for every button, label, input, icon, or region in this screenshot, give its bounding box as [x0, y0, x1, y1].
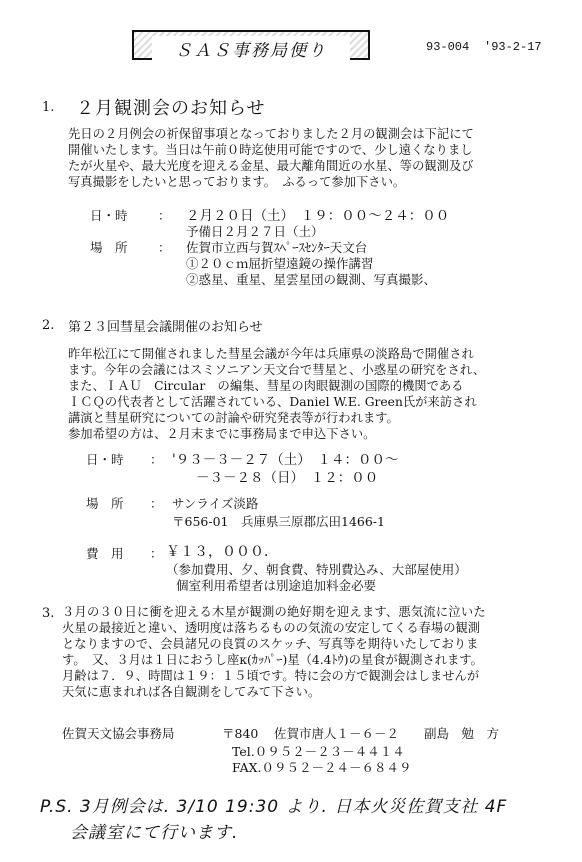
footer-telephone: Tel.０９５２－２３－４４１４ — [232, 744, 405, 759]
section2-number: 2. — [42, 318, 55, 333]
newsletter-title: ＳＡＳ事務局便り — [152, 36, 350, 61]
section2-venue-address: 〒656-01 兵庫県三原郡広田1466-1 — [172, 514, 385, 529]
footer-postal-code: 〒840 — [222, 726, 259, 741]
section1-activity-1: ①２０ｃｍ屈折望遠鏡の操作講習 — [186, 256, 374, 271]
section2-line: 参加希望の方は、２月末までに事務局まで申込下さい。 — [68, 427, 376, 441]
section1-heading: ２月観測会のお知らせ — [76, 98, 266, 119]
handwritten-ps-line-2: 会議室にて行います. — [70, 823, 239, 843]
section3-line: ３月の３０日に衝を迎える木星が観測の絶好期を迎えます、悪気流に泣いた — [62, 605, 486, 619]
section2-venue: サンライズ淡路 — [172, 496, 259, 511]
section2-fee-amount: ￥１３，０００． — [166, 544, 278, 560]
section2-place-colon: ： — [150, 496, 163, 511]
footer-address: 佐賀市唐人１－６－２ — [274, 726, 400, 741]
section2-fee-label: 費 用 — [86, 546, 124, 561]
document-date: '93-2-17 — [484, 40, 542, 54]
section2-fee-colon: ： — [150, 546, 163, 561]
section2-line: ＩＣＱの代表者として活躍されている、Daniel W.E. Green氏が来訪され — [68, 395, 477, 409]
section2-fee-detail: （参加費用、夕、朝食費、特別費込み、大部屋使用） — [166, 562, 467, 577]
section3-line: 天気に恵まれれば各自観測をしてみて下さい。 — [62, 685, 321, 699]
section1-line: 写真撮影をしたいと思っております。 ふるって参加下さい。 — [68, 175, 406, 189]
section3-line: 火星の最接近と違い、透明度は落ちるものの気流の安定してくる春場の観測 — [62, 621, 481, 635]
section1-place-colon: ： — [158, 240, 171, 255]
section1-backup-date: 予備日２月２７日（土） — [186, 224, 324, 239]
section3-body — [62, 604, 486, 700]
section1-place-label: 場 所 — [90, 240, 128, 255]
section2-body — [68, 346, 485, 442]
section3-line: 月齢は７．９、時間は１９：１５頃です。特に会の方で観測会はしませんが — [62, 669, 480, 683]
section1-line: 先日の２月例会の祈保留事項となっておりました２月の観測会は下記にて — [68, 127, 474, 141]
footer-fax: FAX.０９５２－２４－６８４９ — [232, 760, 412, 775]
section1-datetime: ２月２０日（土） １９：００～２４：００ — [186, 208, 450, 224]
footer-organization: 佐賀天文協会事務局 — [62, 726, 175, 741]
section2-place-label: 場 所 — [86, 496, 124, 511]
section1-activity-2: ②惑星、重星、星雲星団の観測、写真撮影、 — [186, 272, 437, 287]
section2-datetime-colon: ： — [150, 452, 163, 467]
newsletter-title-box — [132, 30, 370, 60]
section2-line: また、ＩＡＵ Circular の編集、彗星の肉眼観測の国際的機関である — [68, 379, 464, 393]
section2-line: 講演と彗星研究についての討論や研究発表等が行われます。 — [68, 411, 399, 425]
section1-datetime-colon: ： — [158, 208, 171, 223]
section3-line: となりますので、会員諸兄の良質のスケッチ、写真等を期待いたしておりま — [62, 637, 479, 651]
section2-heading: 第２３回彗星会議開催のお知らせ — [68, 320, 263, 335]
section3-number: 3. — [42, 606, 55, 621]
section3-line: す。 又、３月は１日におうし座κ(ｶｯﾊﾟｰ)星（4.4ﾄｳ)の星食が観測されます。 — [62, 653, 483, 667]
section1-number: 1. — [42, 100, 55, 115]
handwritten-ps-line-1: P.S. 3月例会は. 3/10 19:30 より. 日本火災佐賀支社 4F — [40, 797, 508, 817]
document-number: 93-004 — [426, 40, 470, 54]
section1-place: 佐賀市立西与賀ｽﾍﾟｰｽｾﾝﾀｰ天文台 — [186, 240, 368, 255]
section2-datetime-start: '９３－３－２７（土） １４：００～ — [172, 452, 399, 468]
section2-fee-note: 個室利用希望者は別途追加料金必要 — [176, 578, 377, 593]
section2-datetime-label: 日・時 — [86, 452, 124, 467]
footer-contact-name: 副島 勉 方 — [424, 726, 500, 741]
section1-line: 開催いたします。当日は午前０時迄使用可能ですので、少し遠くなりまし — [68, 143, 473, 157]
section2-line: 昨年松江にて開催されました彗星会議が今年は兵庫県の淡路島で開催され — [68, 347, 474, 361]
section1-datetime-label: 日・時 — [90, 208, 128, 223]
section2-line: ます。今年の会議にはスミソニアン天文台で彗星と、小惑星の研究をされ、 — [68, 363, 486, 377]
section1-body — [68, 126, 474, 190]
section1-line: たが火星や、最大光度を迎える金星、最大離角間近の水星、等の観測及び — [68, 159, 474, 173]
section2-datetime-end: －３－２８（日） １２：００ — [196, 470, 379, 486]
